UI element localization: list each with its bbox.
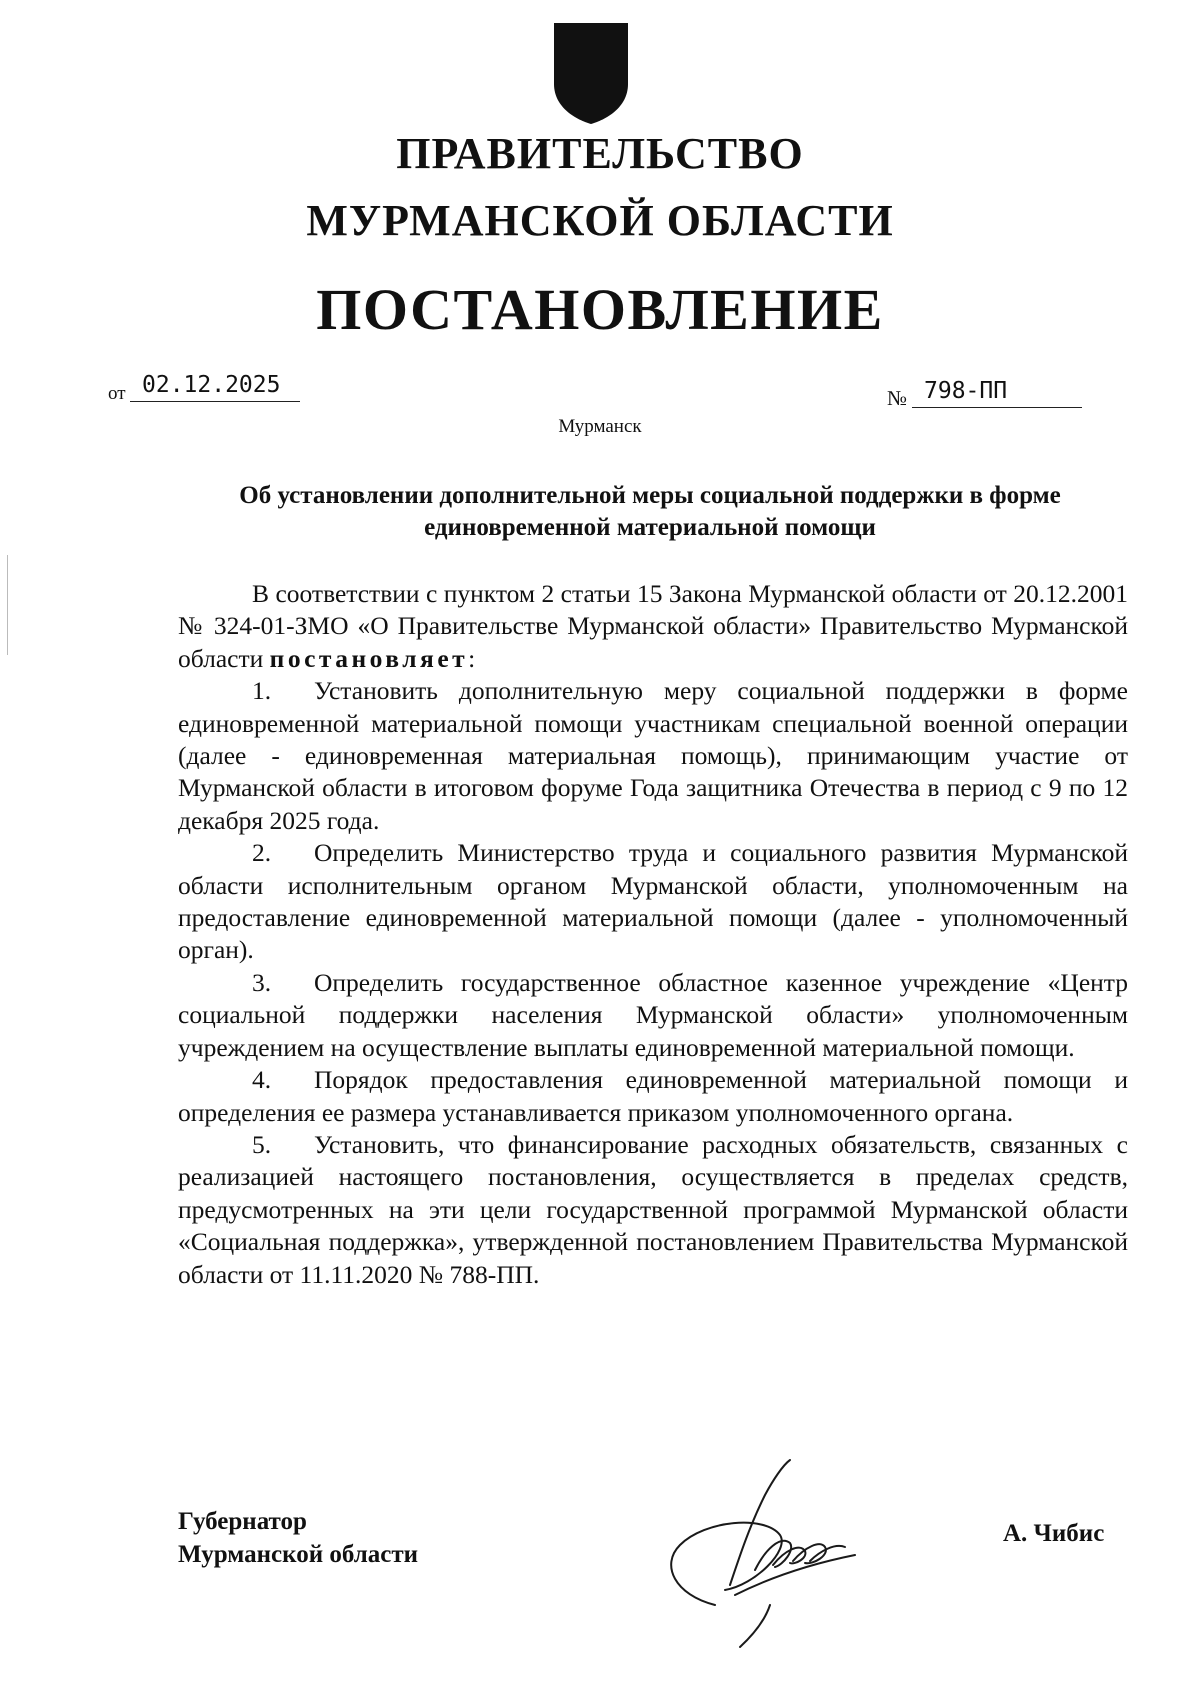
org-name-line2: МУРМАНСКОЙ ОБЛАСТИ [306,196,894,245]
signatory-position-line1: Губернатор [178,1508,307,1535]
item-number: 5. [252,1129,272,1159]
list-item [178,1064,1128,1129]
document-title [170,480,1130,544]
item-text: Определить государственное областное казенное учреждение «Центр социальной поддержки населения Мурманской области» уполномоченным учреждением на осуществление выплаты единовременной материальной помощи. [178,967,1128,1062]
scan-margin-line [7,555,8,655]
preamble [178,578,1128,675]
list-item [178,1129,1128,1291]
preamble-text: В соответствии с пунктом 2 статьи 15 Закона Мурманской области от 20.12.2001 № 324-01-ЗМО «О Правительстве Мурманской области» Правительство Мурманской области [178,579,1128,673]
list-item [178,837,1128,967]
number-label: № [887,386,908,410]
item-text: Порядок предоставления единовременной материальной помощи и определения ее размера устанавливается приказом уполномоченного органа. [178,1065,1128,1127]
city: Мурманск [558,416,642,437]
document-type: ПОСТАНОВЛЕНИЕ [316,277,884,342]
date-label: от [108,383,126,404]
handwritten-signature [655,1455,865,1650]
org-name-line1: ПРАВИТЕЛЬСТВО [396,129,804,178]
item-number: 4. [252,1065,272,1095]
title-line1: Об установлении дополнительной меры социальной поддержки в форме [239,482,1061,509]
signatory-position-line2: Мурманской области [178,1541,419,1568]
item-text: Установить, что финансирование расходных обязательств, связанных с реализацией настоящего постановления, осуществляется в пределах средств, предусмотренных на эти цели государственной программой Мурманской области «Социальная поддержка», утвержденной постановлением Правительства Мурманской области от 11.11.2020 № 788-ПП. [178,1129,1128,1289]
preamble-tail: : [468,643,476,673]
signatory-name: А. Чибис [1003,1520,1105,1547]
list-item [178,967,1128,1064]
list-item [178,675,1128,837]
document-number: 798-ПП [912,376,1082,408]
item-number: 2. [252,838,272,868]
document-date: 02.12.2025 [130,370,300,402]
item-text: Установить дополнительную меру социальной поддержки в форме единовременной материальной помощи участникам специальной военной операции (далее - единовременная материальная помощь), принимающим участие от Мурманской области в итоговом форуме Года защитника Отечества в период с 9 по 12 декабря 2025 года. [178,676,1128,835]
title-line2: единовременной материальной помощи [424,514,876,541]
preamble-verb: постановляет [269,643,469,673]
item-text: Определить Министерство труда и социального развития Мурманской области исполнительным органом Мурманской области, уполномоченным на предоставление единовременной материальной помощи (далее - уполномоченный орган). [178,838,1128,965]
document-body [178,578,1128,1291]
item-number: 1. [252,676,272,706]
signatory-position [178,1505,418,1571]
item-number: 3. [252,967,272,997]
coat-of-arms-icon [553,22,629,125]
